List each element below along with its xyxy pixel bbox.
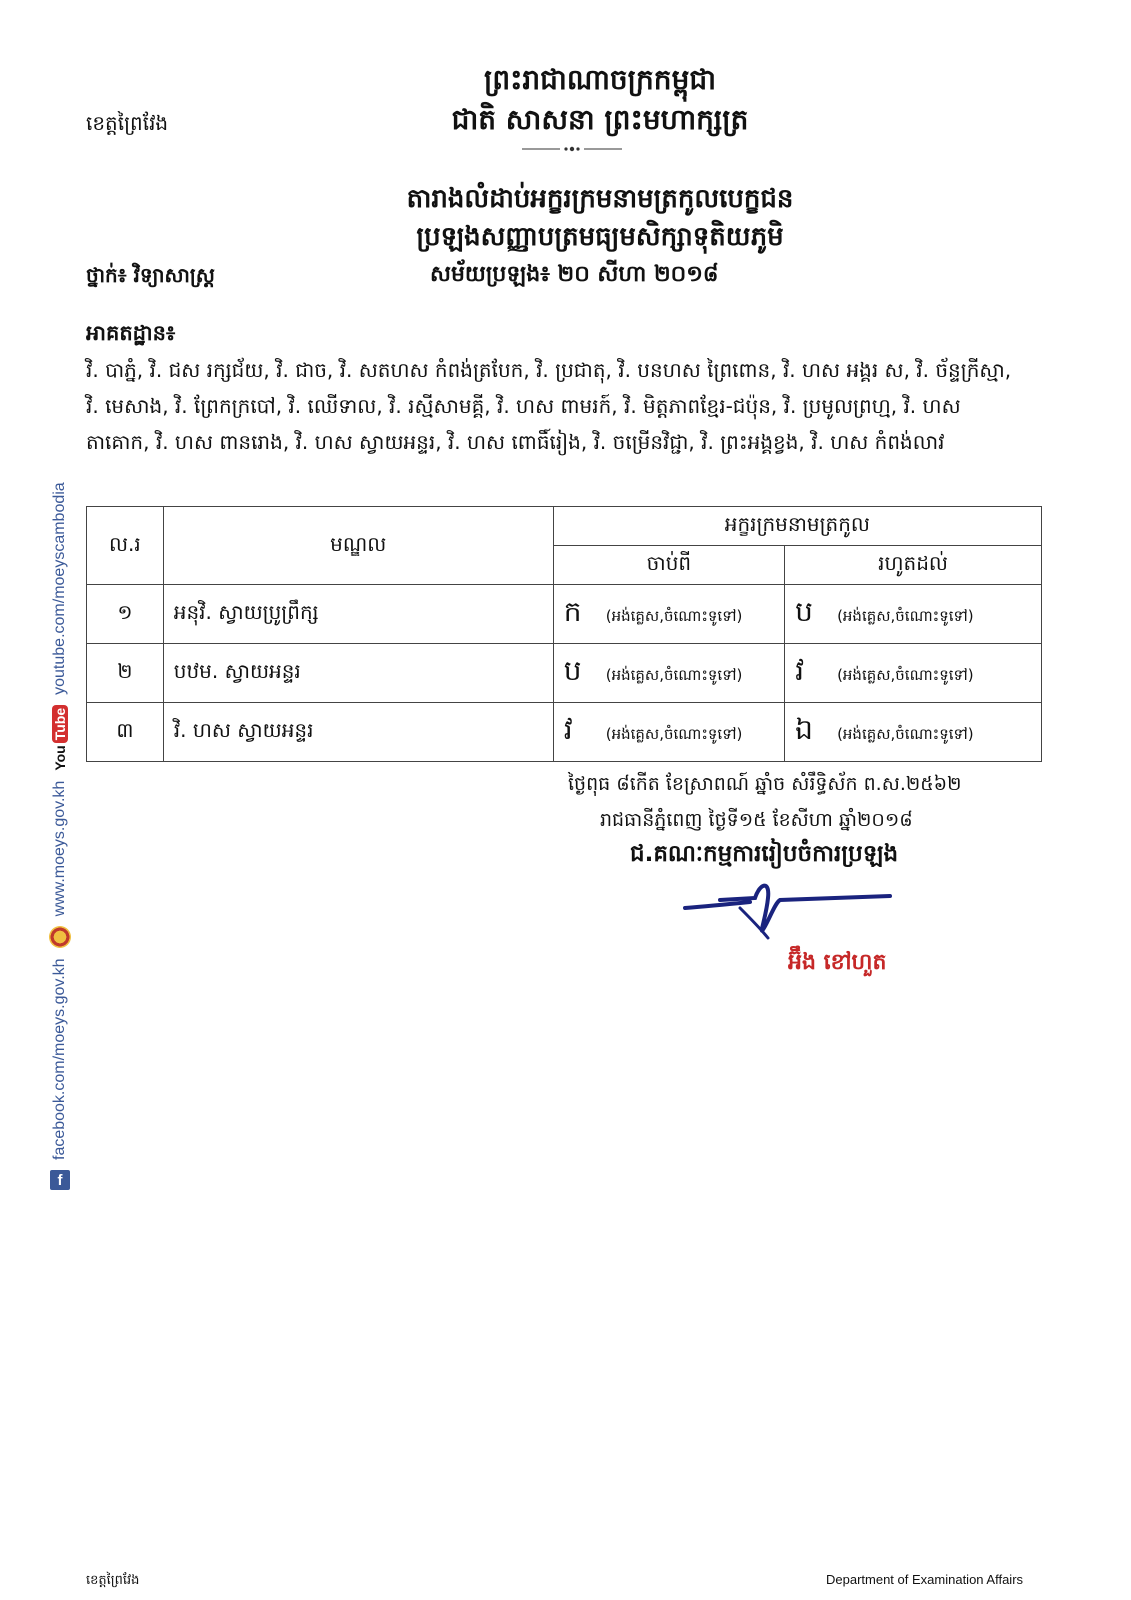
footer-department: Department of Examination Affairs <box>826 1572 1024 1587</box>
to-letter: ប <box>795 594 813 628</box>
motto-heading: ជាតិ សាសនា ព្រះមហាក្សត្រ <box>451 103 749 136</box>
facebook-icon: f <box>50 1170 70 1190</box>
footer-province: ខេត្តព្រៃវែង <box>86 1573 140 1588</box>
lunar-date: ថ្ងៃពុធ ៨កើត ខែស្រាពណ៍ ឆ្នាំច សំរឹទ្ធិស័ក ព.ស.២៥៦២ <box>568 773 962 795</box>
grade-label: ថ្នាក់៖ វិទ្យាសាស្ត្រ <box>86 263 215 287</box>
header-center: មណ្ឌល <box>163 507 553 585</box>
table-row <box>87 703 1042 762</box>
row-center: អនុវិ. ស្វាយប្រូព្រឹក្ស <box>163 585 553 644</box>
from-note: (អង់គ្លេស,ចំណោះទូទៅ) <box>605 665 743 684</box>
signer-name: អ៊ឹង ខៅហួត <box>788 950 887 975</box>
exam-sites-label: អាគតដ្ឋាន៖ <box>86 321 176 345</box>
row-to <box>785 644 1042 703</box>
header-no: ល.រ <box>87 507 164 585</box>
header-from: ចាប់ពី <box>553 546 784 585</box>
to-note: (អង់គ្លេស,ចំណោះទូទៅ) <box>837 724 974 743</box>
document-title: តារាងលំដាប់អក្ខរក្រមនាមត្រកូលបេក្ខជន <box>406 184 794 214</box>
row-from <box>553 585 784 644</box>
exam-sites-list: វិ. បាភ្នំ, វិ. ជស រក្សជ័យ, វិ. ជាច, វិ. សតហស កំពង់ត្របែក, វិ. ប្រជាតុ, វិ. បនហស ព្រៃពោន, វិ. ហស អង្គរ ស, វិ. ច័ន្ទក្រីស្មា, វិ. មេសាង, វិ. ព្រែកក្របៅ, វិ. ឈើទាល, វិ. រស្មីសាមគ្គី, វិ. ហស ពាមរក៍, វិ. មិត្តភាពខ្មែរ-ជប៉ុន, វិ. ប្រមូលព្រហ្ម, វិ. ហស តាគោក, វិ. ហស ពានរោង, វិ. ហស ស្វាយអន្ទរ, វិ. ហស ពោធិ៍រៀង, វិ. ចម្រើនវិជ្ជា, វិ. ព្រះអង្គខ្វង, វិ. ហស កំពង់លាវ <box>86 358 1012 454</box>
row-no: ២ <box>87 644 164 703</box>
row-center: បឋម. ស្វាយអន្ទរ <box>163 644 553 703</box>
document-subtitle: ប្រឡងសញ្ញាបត្រមធ្យមសិក្សាទុតិយភូមិ <box>416 222 784 252</box>
table-row <box>87 585 1042 644</box>
website-link[interactable]: www.moeys.gov.kh <box>51 780 68 917</box>
province-label: ខេត្តព្រៃវែង <box>86 111 169 135</box>
row-from <box>553 703 784 762</box>
ministry-emblem-icon <box>49 926 71 948</box>
from-letter: ក <box>563 594 582 628</box>
from-note: (អង់គ្លេស,ចំណោះទូទៅ) <box>605 606 743 625</box>
facebook-link[interactable]: facebook.com/moeys.gov.kh <box>51 958 68 1160</box>
kingdom-heading: ព្រះរាជាណាចក្រកម្ពុជា <box>483 63 716 96</box>
from-letter: វ <box>563 712 573 746</box>
youtube-icon <box>52 705 68 771</box>
youtube-link[interactable]: youtube.com/moeyscambodia <box>51 482 68 695</box>
from-note: (អង់គ្លេស,ចំណោះទូទៅ) <box>605 724 743 743</box>
row-to <box>785 703 1042 762</box>
youtube-you: You <box>52 745 68 771</box>
exam-date: សម័យប្រឡង៖ ២០ សីហា ២០១៨ <box>430 262 719 287</box>
place-date: រាជធានីភ្នំពេញ ថ្ងៃទី១៥ ខែសីហា ឆ្នាំ២០១៨ <box>600 809 913 831</box>
from-letter: ប <box>563 653 582 687</box>
header-to: រហូតដល់ <box>785 546 1042 585</box>
header-alphabet: អក្ខរក្រមនាមត្រកូល <box>553 507 1041 546</box>
row-from <box>553 644 784 703</box>
row-no: ៣ <box>87 703 164 762</box>
row-center: វិ. ហស ស្វាយអន្ទរ <box>163 703 553 762</box>
signature-icon <box>680 878 920 948</box>
youtube-tube: Tube <box>52 705 68 743</box>
to-note: (អង់គ្លេស,ចំណោះទូទៅ) <box>837 665 974 684</box>
to-letter: ឯ <box>795 712 813 746</box>
ornament-divider <box>522 144 622 154</box>
alphabet-table <box>86 506 1042 762</box>
table-row <box>87 644 1042 703</box>
to-note: (អង់គ្លេស,ចំណោះទូទៅ) <box>837 606 974 625</box>
committee-title: ជ.គណៈកម្មការរៀបចំការប្រឡង <box>630 841 899 867</box>
row-no: ១ <box>87 585 164 644</box>
row-to <box>785 585 1042 644</box>
to-letter: វ <box>795 653 804 687</box>
social-sidebar <box>48 390 72 1190</box>
